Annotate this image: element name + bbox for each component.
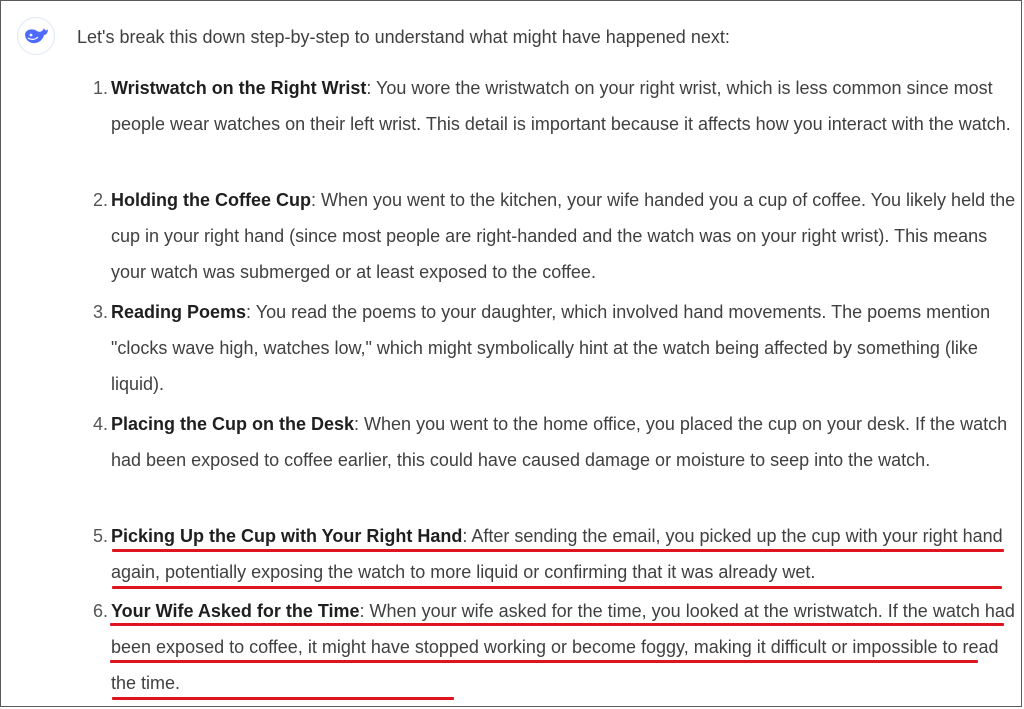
item-number: 6. <box>92 601 108 621</box>
item-title: Wristwatch on the Right Wrist <box>111 78 367 98</box>
item-text <box>111 182 1019 290</box>
red-underline-annotation <box>110 660 978 663</box>
item-number: 5. <box>92 526 108 546</box>
item-body: : When your wife asked for the time, you looked at the wristwatch. If the watch had been exposed to coffee, it might have stopped working or become foggy, making it difficult or impossible to read the time. <box>111 601 1015 693</box>
item-text <box>111 518 1019 590</box>
item-number: 2. <box>92 190 108 210</box>
red-underline-annotation <box>112 549 1004 552</box>
item-text <box>111 294 1019 402</box>
red-underline-annotation <box>110 623 1004 626</box>
item-text <box>111 70 1019 142</box>
assistant-avatar <box>17 17 55 55</box>
item-body: : After sending the email, you picked up the cup with your right hand again, potentially exposing the watch to more liquid or confirming that it was already wet. <box>111 526 1003 582</box>
intro-text: Let's break this down step-by-step to understand what might have happened next: <box>77 27 730 47</box>
item-number: 1. <box>92 78 108 98</box>
item-title: Your Wife Asked for the Time <box>111 601 360 621</box>
item-number: 3. <box>92 302 108 322</box>
item-title: Placing the Cup on the Desk <box>111 414 355 434</box>
red-underline-annotation <box>112 697 454 700</box>
item-body: : You wore the wristwatch on your right wrist, which is less common since most people wear watches on their left wrist. This detail is important because it affects how you interact with the watch. <box>111 78 1011 134</box>
item-body: : When you went to the kitchen, your wife handed you a cup of coffee. You likely held the cup in your right hand (since most people are right-handed and the watch was on your right wrist). This means your watch was submerged or at least exposed to the coffee. <box>111 190 1016 282</box>
red-underline-annotation <box>112 586 1002 589</box>
item-title: Holding the Coffee Cup <box>111 190 311 210</box>
item-number: 4. <box>92 414 108 434</box>
item-title: Picking Up the Cup with Your Right Hand <box>111 526 463 546</box>
item-text <box>111 406 1019 478</box>
item-body: : You read the poems to your daughter, which involved hand movements. The poems mention "clocks wave high, watches low," which might symbolically hint at the watch being affected by something (like liquid). <box>111 302 991 394</box>
item-title: Reading Poems <box>111 302 247 322</box>
item-body: : When you went to the home office, you placed the cup on your desk. If the watch had been exposed to coffee earlier, this could have caused damage or moisture to seep into the watch. <box>111 414 1008 470</box>
item-text <box>111 593 1019 701</box>
whale-icon <box>23 25 49 47</box>
